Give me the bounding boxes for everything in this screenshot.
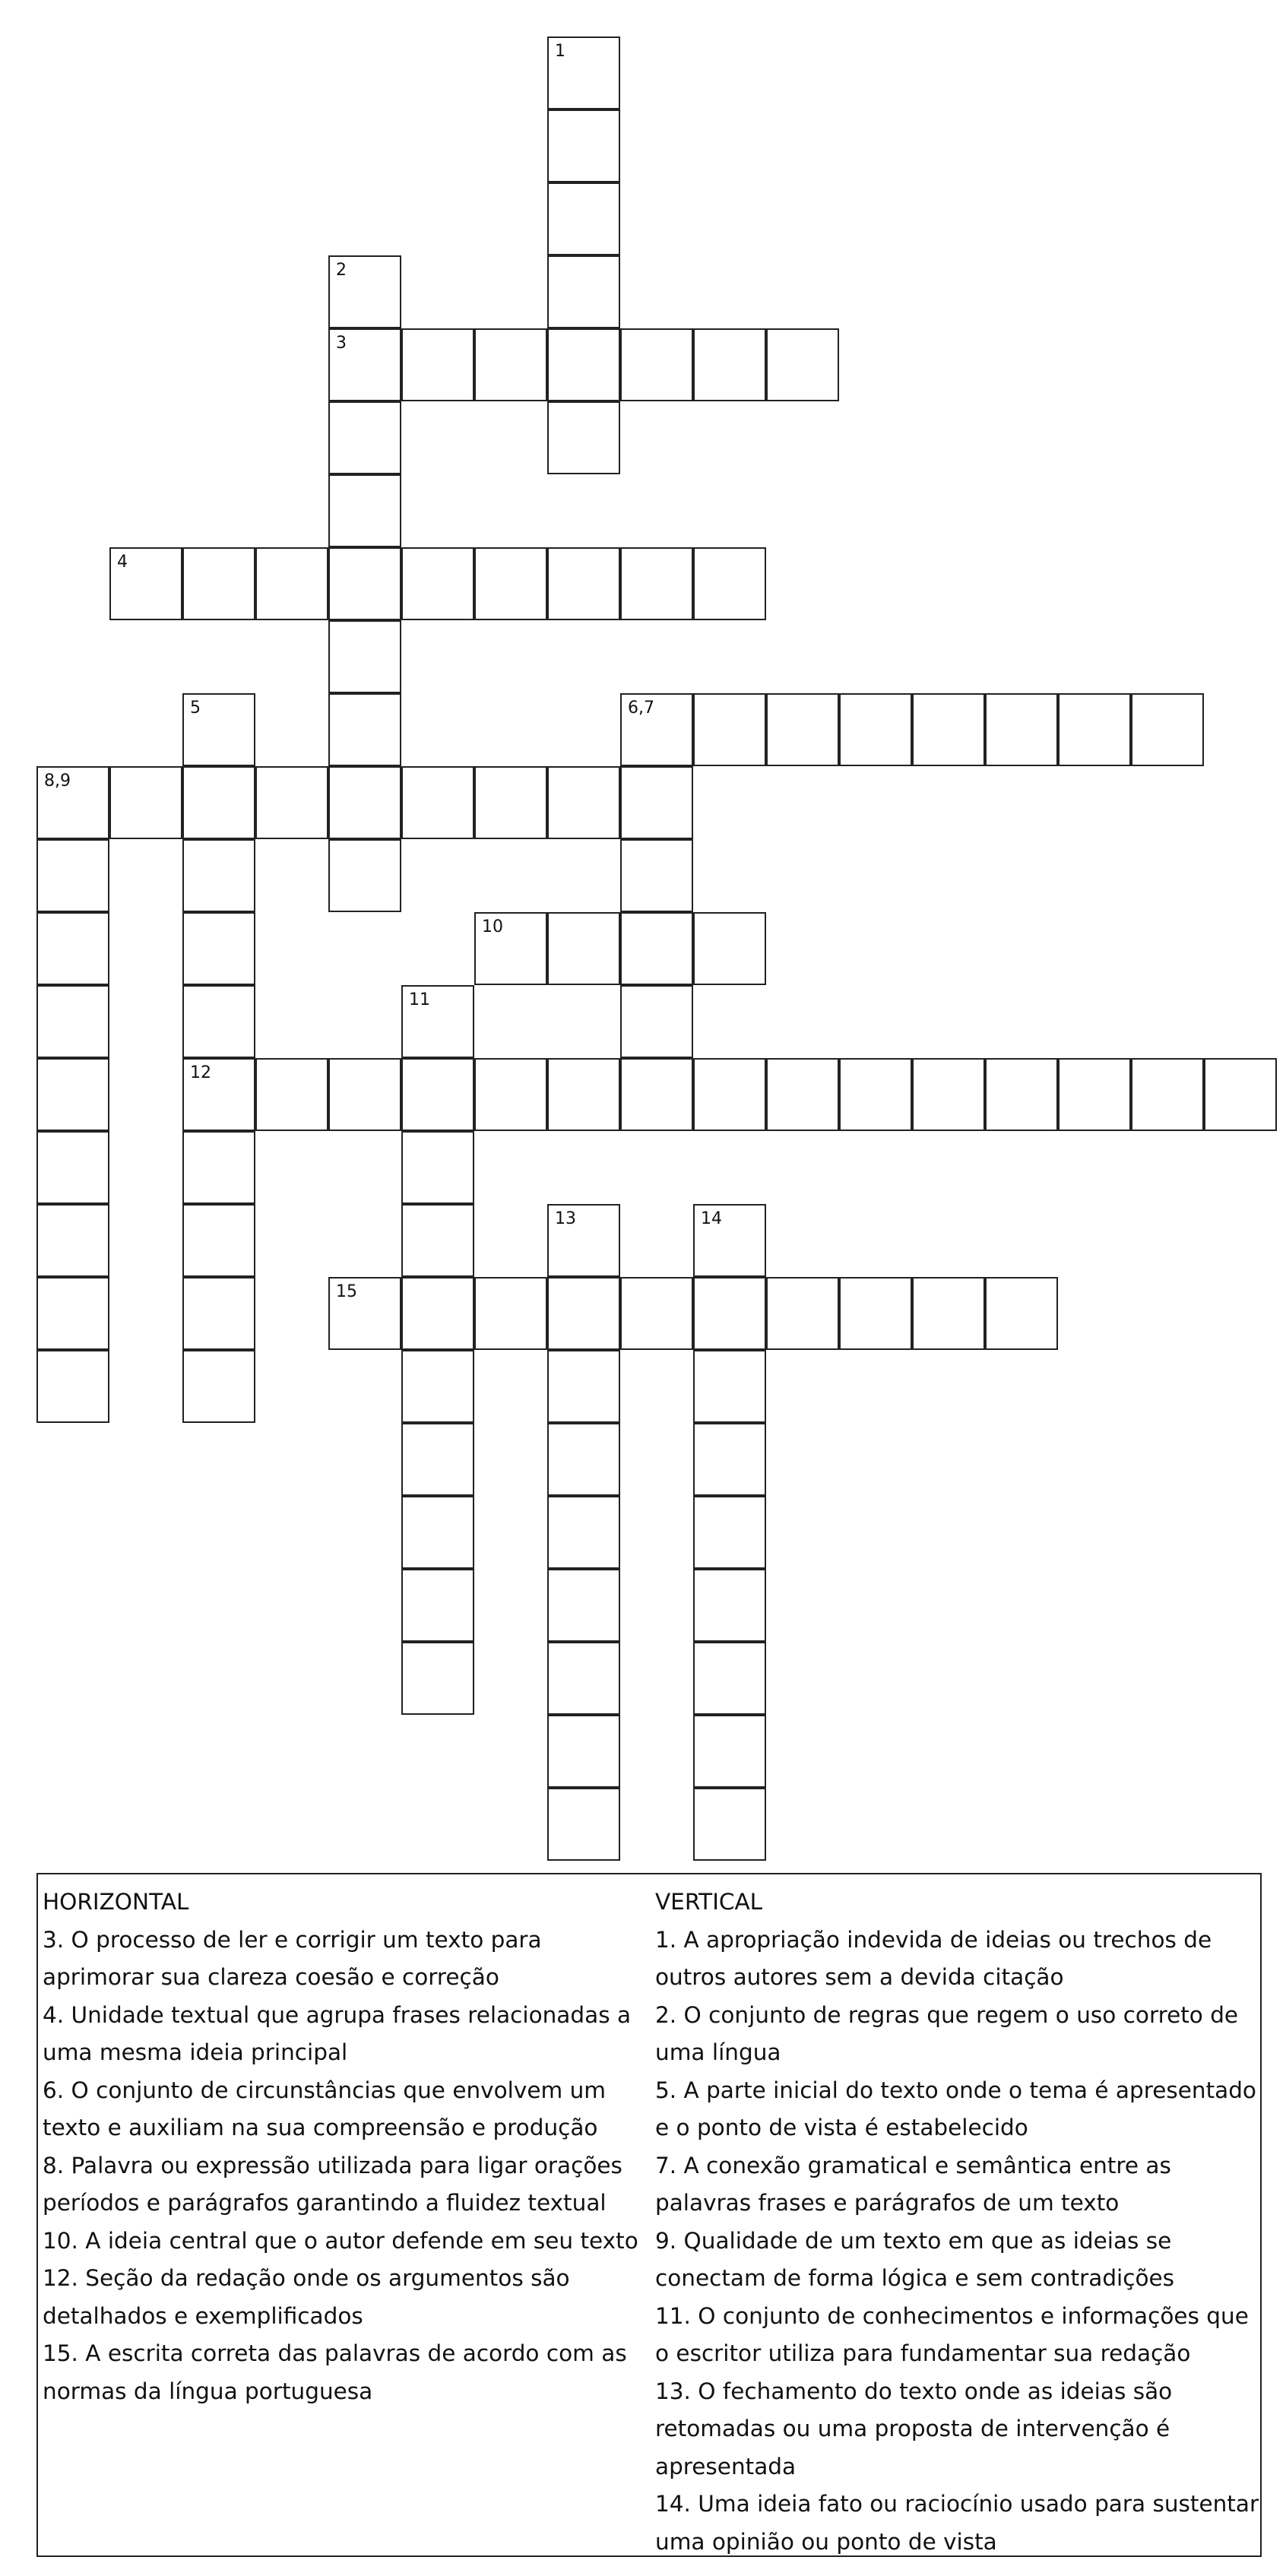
vertical-clues [655, 1884, 1260, 2561]
horizontal-clues [43, 1884, 643, 2410]
crossword-cell[interactable] [620, 547, 693, 620]
crossword-cell[interactable] [1058, 693, 1131, 766]
clue-number: 12 [190, 1063, 211, 1082]
crossword-cell[interactable] [693, 1423, 766, 1496]
crossword-cell[interactable] [547, 1204, 620, 1277]
crossword-cell[interactable] [547, 1569, 620, 1642]
crossword-cell[interactable] [547, 109, 620, 182]
clue-v-5: 5. A parte inicial do texto onde o tema é apresentado e o ponto de vista é estabelecido [655, 2077, 1256, 2140]
crossword-cell[interactable] [766, 693, 839, 766]
crossword-cell[interactable] [547, 1277, 620, 1350]
crossword-cell[interactable] [547, 912, 620, 985]
crossword-cell[interactable] [693, 693, 766, 766]
crossword-cell[interactable] [328, 693, 401, 766]
clue-h-3: 3. O processo de ler e corrigir um texto para aprimorar sua clareza coesão e correção [43, 1926, 542, 1990]
crossword-cell[interactable] [474, 547, 547, 620]
clue-v-1: 1. A apropriação indevida de ideias ou trechos de outros autores sem a devida citação [655, 1926, 1212, 1990]
crossword-cell[interactable] [36, 839, 109, 912]
clue-number: 3 [336, 334, 347, 353]
clue-h-10: 10. A ideia central que o autor defende em seu texto [43, 2227, 638, 2254]
crossword-cell[interactable] [401, 1204, 474, 1277]
crossword-cell[interactable] [547, 766, 620, 839]
clue-number: 8,9 [44, 772, 71, 791]
crossword-cell[interactable] [328, 255, 401, 328]
crossword-cell[interactable] [328, 620, 401, 693]
crossword-cell[interactable] [693, 1277, 766, 1350]
crossword-cell[interactable] [766, 1277, 839, 1350]
crossword-cell[interactable] [474, 1058, 547, 1131]
crossword-cell[interactable] [912, 1277, 985, 1350]
crossword-cell[interactable] [36, 1350, 109, 1423]
crossword-cell[interactable] [401, 1423, 474, 1496]
crossword-cell[interactable] [547, 328, 620, 401]
crossword-cell[interactable] [255, 1058, 328, 1131]
crossword-cell[interactable] [328, 839, 401, 912]
crossword-cell[interactable] [182, 1350, 255, 1423]
crossword-cell[interactable] [401, 1642, 474, 1715]
crossword-cell[interactable] [401, 547, 474, 620]
clue-h-8: 8. Palavra ou expressão utilizada para ligar orações períodos e parágrafos garantindo a fluidez textual [43, 2152, 622, 2216]
crossword-cell[interactable] [328, 401, 401, 474]
crossword-cell[interactable] [401, 1277, 474, 1350]
crossword-cell[interactable] [401, 1058, 474, 1131]
crossword-cell[interactable] [839, 1277, 912, 1350]
crossword-cell[interactable] [693, 1569, 766, 1642]
crossword-cell[interactable] [401, 1569, 474, 1642]
crossword-cell[interactable] [1058, 1058, 1131, 1131]
crossword-cell[interactable] [766, 1058, 839, 1131]
crossword-cell[interactable] [547, 36, 620, 109]
clue-h-15: 15. A escrita correta das palavras de acordo com as normas da língua portuguesa [43, 2340, 627, 2404]
crossword-cell[interactable] [620, 1058, 693, 1131]
clues-box [36, 1873, 1262, 2557]
crossword-cell[interactable] [547, 1496, 620, 1569]
clue-number: 14 [701, 1209, 722, 1228]
crossword-cell[interactable] [547, 547, 620, 620]
crossword-cell[interactable] [182, 839, 255, 912]
crossword-cell[interactable] [620, 693, 693, 766]
clue-number: 2 [336, 261, 347, 280]
crossword-cell[interactable] [912, 693, 985, 766]
clue-number: 6,7 [628, 699, 654, 718]
crossword-cell[interactable] [547, 1058, 620, 1131]
crossword-cell[interactable] [474, 328, 547, 401]
crossword-cell[interactable] [547, 182, 620, 255]
clue-number: 15 [336, 1282, 357, 1301]
crossword-cell[interactable] [474, 1277, 547, 1350]
crossword-cell[interactable] [182, 1277, 255, 1350]
clue-h-6: 6. O conjunto de circunstâncias que envolvem um texto e auxiliam na sua compreensão e produção [43, 2077, 607, 2140]
horizontal-heading: HORIZONTAL [43, 1889, 189, 1915]
crossword-cell[interactable] [547, 1423, 620, 1496]
clue-v-14: 14. Uma ideia fato ou raciocínio usado para sustentar uma opinião ou ponto de vista [655, 2491, 1259, 2555]
crossword-cell[interactable] [693, 1350, 766, 1423]
crossword-cell[interactable] [985, 693, 1058, 766]
crossword-cell[interactable] [328, 547, 401, 620]
crossword-cell[interactable] [401, 1131, 474, 1204]
crossword-cell[interactable] [182, 1204, 255, 1277]
clue-v-7: 7. A conexão gramatical e semântica entre as palavras frases e parágrafos de um texto [655, 2152, 1171, 2216]
clue-number: 1 [555, 42, 565, 61]
crossword-cell[interactable] [693, 1788, 766, 1861]
crossword-cell[interactable] [36, 1277, 109, 1350]
crossword-cell[interactable] [985, 1058, 1058, 1131]
clue-v-2: 2. O conjunto de regras que regem o uso correto de uma língua [655, 2001, 1239, 2065]
crossword-cell[interactable] [693, 1642, 766, 1715]
clue-v-9: 9. Qualidade de um texto em que as ideias se conectam de forma lógica e sem contradições [655, 2227, 1175, 2291]
crossword-cell[interactable] [620, 328, 693, 401]
crossword-cell[interactable] [328, 474, 401, 547]
crossword-cell[interactable] [620, 839, 693, 912]
crossword-cell[interactable] [36, 766, 109, 839]
crossword-cell[interactable] [255, 547, 328, 620]
crossword-cell[interactable] [620, 1277, 693, 1350]
crossword-cell[interactable] [1131, 1058, 1204, 1131]
clue-h-12: 12. Seção da redação onde os argumentos são detalhados e exemplificados [43, 2265, 570, 2329]
crossword-cell[interactable] [36, 1131, 109, 1204]
crossword-cell[interactable] [182, 693, 255, 766]
clue-number: 4 [117, 553, 128, 572]
crossword-cell[interactable] [255, 766, 328, 839]
clue-h-4: 4. Unidade textual que agrupa frases relacionadas a uma mesma ideia principal [43, 2001, 632, 2065]
crossword-cell[interactable] [182, 912, 255, 985]
crossword-cell[interactable] [36, 1204, 109, 1277]
crossword-cell[interactable] [693, 1496, 766, 1569]
crossword-cell[interactable] [547, 1788, 620, 1861]
crossword-cell[interactable] [620, 912, 693, 985]
crossword-cell[interactable] [547, 401, 620, 474]
crossword-cell[interactable] [401, 985, 474, 1058]
crossword-cell[interactable] [693, 1715, 766, 1788]
crossword-cell[interactable] [182, 1058, 255, 1131]
crossword-cell[interactable] [693, 1058, 766, 1131]
crossword-cell[interactable] [328, 766, 401, 839]
clue-number: 5 [190, 699, 201, 718]
crossword-cell[interactable] [328, 328, 401, 401]
crossword-cell[interactable] [474, 766, 547, 839]
crossword-cell[interactable] [912, 1058, 985, 1131]
crossword-cell[interactable] [620, 985, 693, 1058]
crossword-cell[interactable] [547, 255, 620, 328]
crossword-cell[interactable] [547, 1350, 620, 1423]
crossword-cell[interactable] [36, 985, 109, 1058]
crossword-cell[interactable] [693, 1204, 766, 1277]
crossword-cell[interactable] [839, 693, 912, 766]
crossword-cell[interactable] [1131, 693, 1204, 766]
crossword-cell[interactable] [109, 766, 182, 839]
crossword-cell[interactable] [109, 547, 182, 620]
crossword-cell[interactable] [693, 912, 766, 985]
crossword-cell[interactable] [693, 328, 766, 401]
clue-v-13: 13. O fechamento do texto onde as ideias são retomadas ou uma proposta de intervenção é apresentada [655, 2378, 1173, 2479]
crossword-cell[interactable] [182, 766, 255, 839]
crossword-cell[interactable] [401, 328, 474, 401]
crossword-cell[interactable] [36, 1058, 109, 1131]
crossword-cell[interactable] [328, 1058, 401, 1131]
clue-number: 13 [555, 1209, 576, 1228]
vertical-heading: VERTICAL [655, 1889, 763, 1915]
crossword-cell[interactable] [328, 1277, 401, 1350]
crossword-cell[interactable] [547, 1642, 620, 1715]
crossword-cell[interactable] [693, 547, 766, 620]
crossword-cell[interactable] [985, 1277, 1058, 1350]
clue-number: 11 [409, 990, 430, 1009]
crossword-cell[interactable] [547, 1715, 620, 1788]
clue-number: 10 [482, 917, 503, 936]
crossword-cell[interactable] [766, 328, 839, 401]
clue-v-11: 11. O conjunto de conhecimentos e informações que o escritor utiliza para fundamentar sua redação [655, 2302, 1249, 2366]
crossword-cell[interactable] [620, 766, 693, 839]
crossword-cell[interactable] [182, 1131, 255, 1204]
crossword-cell[interactable] [182, 985, 255, 1058]
crossword-cell[interactable] [401, 766, 474, 839]
crossword-cell[interactable] [401, 1350, 474, 1423]
crossword-cell[interactable] [401, 1496, 474, 1569]
crossword-cell[interactable] [1204, 1058, 1277, 1131]
crossword-cell[interactable] [36, 912, 109, 985]
crossword-cell[interactable] [474, 912, 547, 985]
crossword-cell[interactable] [182, 547, 255, 620]
crossword-cell[interactable] [839, 1058, 912, 1131]
